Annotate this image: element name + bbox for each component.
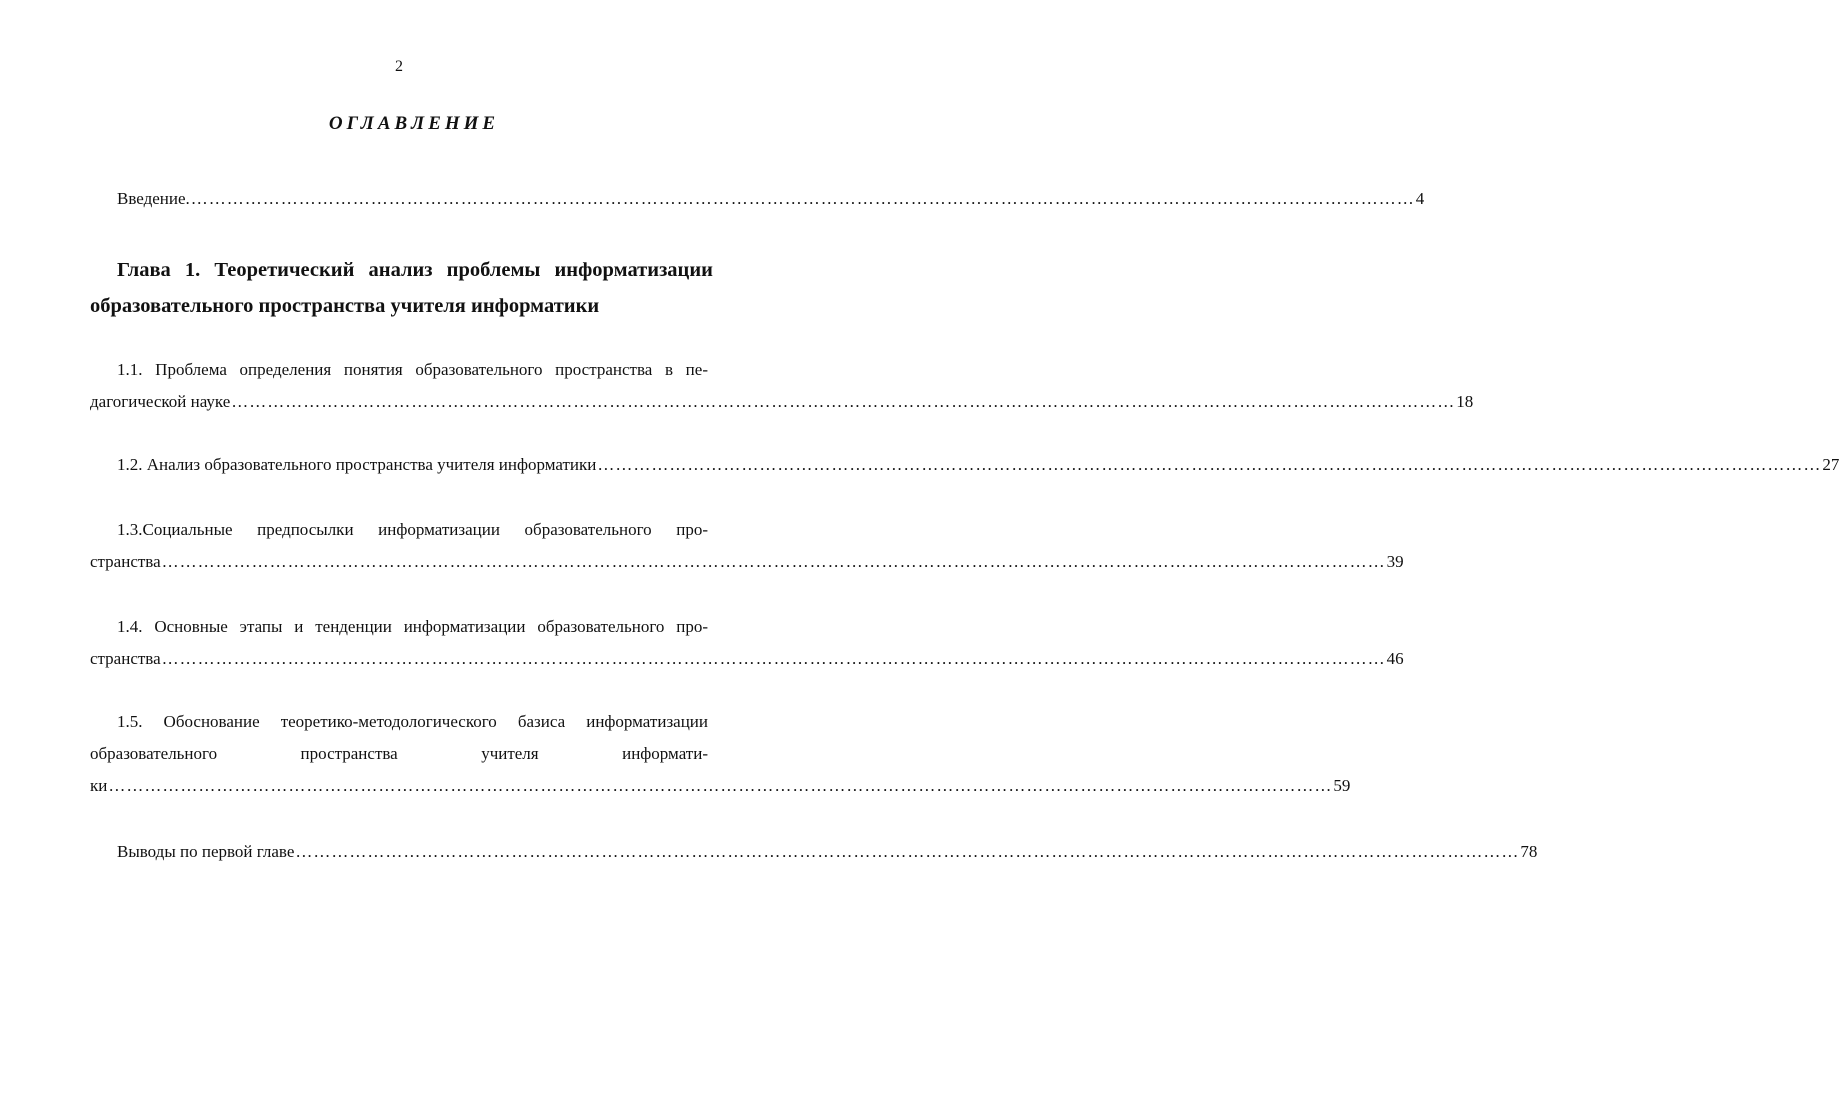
toc-entry-line-1: 1.5. Обоснование теоретико-методологического базиса информатизации [117, 712, 708, 731]
toc-entry-page: 27 [1822, 455, 1839, 474]
toc-entry-line-1: 1.4. Основные этапы и тенденции информатизации образовательного про- [117, 617, 708, 636]
toc-entry-1-4[interactable] [90, 611, 1404, 675]
toc-entry-line-2: дагогической науке [90, 392, 231, 411]
toc-entry-word: учителя [481, 744, 539, 763]
toc-entry-label: 1.2. Анализ образовательного пространства учителя информатики [117, 455, 597, 474]
toc-entry-page: 18 [1456, 392, 1474, 411]
toc-entry-page: 78 [1520, 842, 1538, 861]
toc-entry-label: Введение. [117, 189, 190, 208]
toc-entry-word: пространства [300, 744, 398, 763]
chapter-heading-line-1: Глава 1. Теоретический анализ проблемы информатизации [117, 259, 713, 281]
toc-title: ОГЛАВЛЕНИЕ [328, 113, 500, 134]
toc-entry-line-2: странства [90, 552, 161, 571]
dot-leader: …………………………………………………………………………………………………………………………………………………………………………………… [295, 842, 1520, 861]
chapter-heading-line-2: образовательного пространства учителя информатики [90, 295, 600, 317]
toc-entry-1-5[interactable] [90, 706, 1351, 802]
toc-entry-line-1: 1.1. Проблема определения понятия образовательного пространства в пе- [117, 360, 708, 379]
toc-entry-word: образовательного [90, 744, 218, 763]
dot-leader: …………………………………………………………………………………………………………………………………………………………………………………… [231, 392, 1456, 411]
toc-entry-line-2: странства [90, 649, 161, 668]
toc-entry-line-1: 1.3.Социальные предпосылки информатизации образовательного про- [117, 520, 708, 539]
toc-entry-line-3: ки [90, 776, 108, 795]
toc-entry-page: 39 [1386, 552, 1404, 571]
dot-leader: …………………………………………………………………………………………………………………………………………………………………………………… [161, 649, 1386, 668]
toc-entry-line-2 [90, 738, 708, 770]
toc-entry-label: Выводы по первой главе [117, 842, 295, 861]
toc-entry-introduction[interactable] [90, 183, 1425, 215]
toc-entry-word: информати- [622, 744, 708, 763]
toc-entry-page: 59 [1333, 776, 1351, 795]
toc-entry-conclusions[interactable] [90, 836, 1538, 868]
dot-leader: …………………………………………………………………………………………………………………………………………………………………………………… [108, 776, 1333, 795]
toc-entry-1-1[interactable] [90, 354, 1474, 418]
toc-entry-page: 46 [1386, 649, 1404, 668]
page-number: 2 [395, 58, 403, 75]
dot-leader: …………………………………………………………………………………………………………………………………………………………………………………… [161, 552, 1386, 571]
dot-leader: …………………………………………………………………………………………………………………………………………………………………………………… [597, 455, 1822, 474]
toc-chapter-1-heading[interactable] [90, 252, 713, 324]
toc-entry-page: 4 [1415, 189, 1425, 208]
toc-entry-1-3[interactable] [90, 514, 1404, 578]
toc-entry-1-2[interactable] [90, 449, 1839, 481]
dot-leader: …………………………………………………………………………………………………………………………………………………………………………………… [190, 189, 1415, 208]
